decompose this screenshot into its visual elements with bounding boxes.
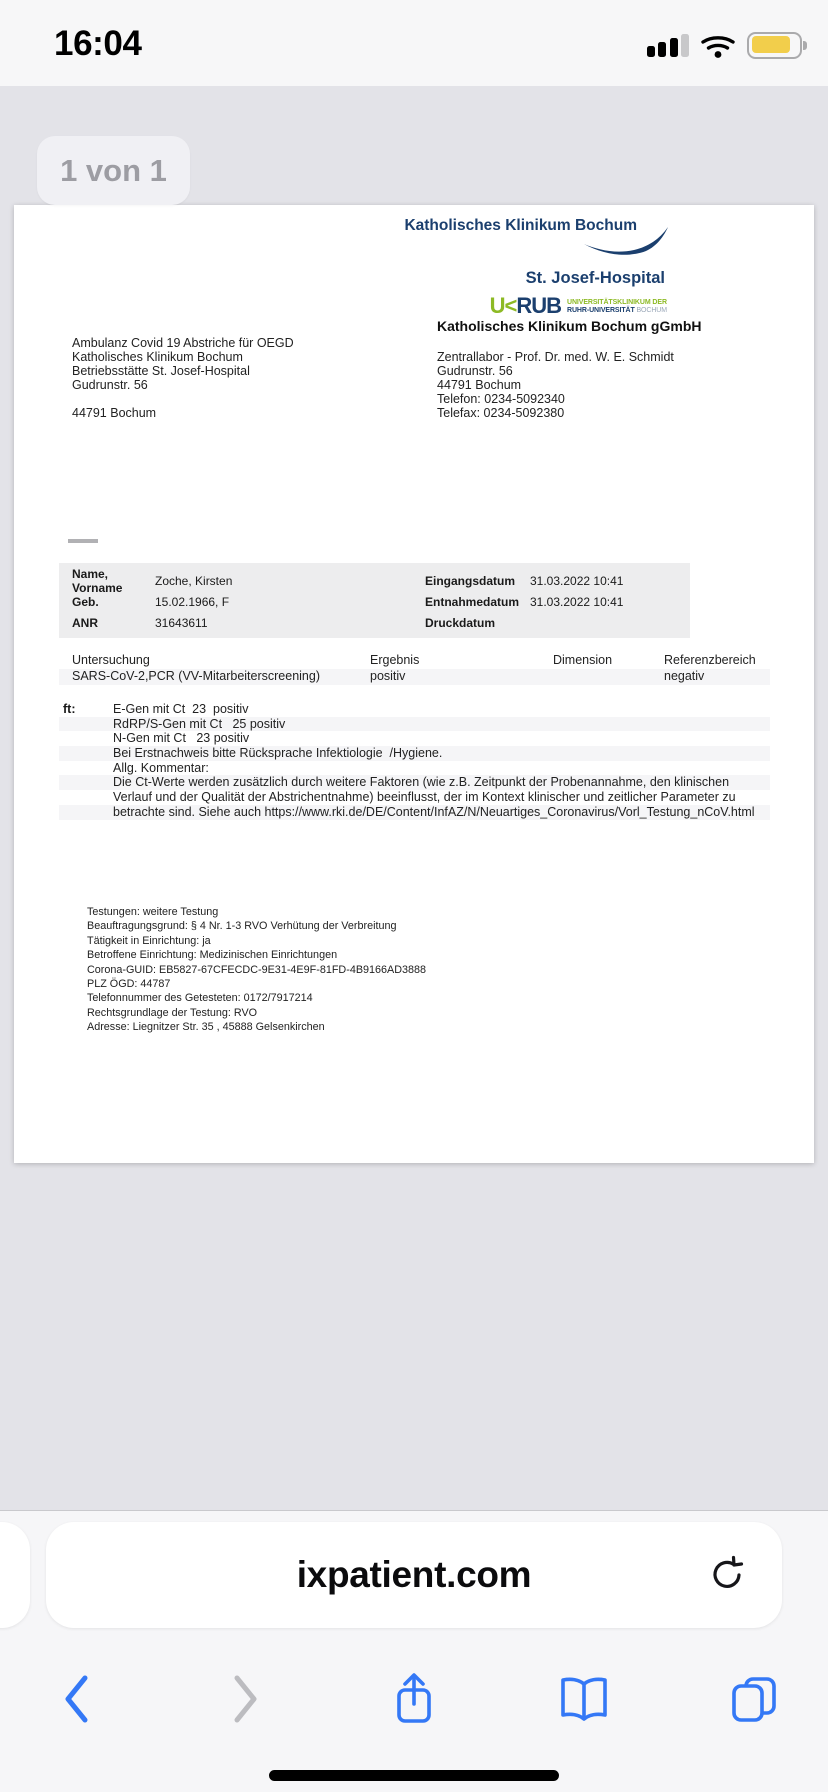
- text-line: E-Gen mit Ct 23 positiv: [113, 702, 249, 716]
- field-label: Geb.: [72, 594, 99, 609]
- bookmarks-button[interactable]: [552, 1667, 616, 1731]
- col-untersuchung: Untersuchung: [72, 653, 150, 667]
- field-label: Eingangsdatum: [425, 573, 516, 588]
- field-value: 31643611: [155, 615, 208, 630]
- organization-name: Katholisches Klinikum Bochum gGmbH: [437, 318, 702, 334]
- text-line: Beauftragungsgrund: § 4 Nr. 1-3 RVO Verhütung der Verbreitung: [87, 920, 397, 933]
- bookmarks-icon: [558, 1673, 610, 1725]
- footnote-lines: [59, 702, 770, 820]
- logo-swoosh-icon: [584, 227, 668, 263]
- battery-icon: [747, 32, 802, 59]
- text-line: Telefonnummer des Getesteten: 0172/7917214: [87, 992, 313, 1005]
- status-bar: [0, 0, 828, 86]
- field-row: [425, 591, 623, 612]
- back-button[interactable]: [44, 1667, 108, 1731]
- field-row: [72, 566, 233, 595]
- safari-bottom-bar: [0, 1510, 828, 1792]
- wifi-icon: [700, 32, 736, 59]
- text-line: PLZ ÖGD: 44787: [87, 978, 171, 991]
- text-line: [72, 392, 294, 406]
- hospital-logo-subtitle: St. Josef-Hospital: [525, 269, 665, 287]
- text-line: N-Gen mit Ct 23 positiv: [113, 731, 250, 746]
- url-text[interactable]: ixpatient.com: [296, 1554, 532, 1595]
- lab-address: [437, 350, 674, 420]
- forward-icon: [231, 1673, 261, 1725]
- text-line: Testungen: weitere Testung: [87, 906, 219, 918]
- text-line: Allg. Kommentar:: [113, 760, 209, 775]
- results-header: [14, 653, 814, 668]
- status-icons: [647, 30, 803, 60]
- clock: 16:04: [54, 24, 142, 63]
- tabs-button[interactable]: [722, 1667, 786, 1731]
- text-line: Zentrallabor - Prof. Dr. med. W. E. Schmidt: [437, 350, 674, 364]
- text-line: Corona-GUID: EB5827-67CFECDC-9E31-4E9F-81FD-4B9166AD3888: [87, 963, 427, 976]
- reload-icon[interactable]: [708, 1555, 748, 1595]
- field-label: ANR: [72, 615, 98, 630]
- safari-toolbar: [0, 1667, 828, 1731]
- text-line: Bei Erstnachweis bitte Rücksprache Infektiologie /Hygiene.: [59, 746, 770, 761]
- patient-info-box: [59, 563, 690, 638]
- footnote-block: [59, 702, 770, 820]
- text-line: Telefon: 0234-5092340: [437, 392, 565, 406]
- text-line: Verlauf und der Qualität der Abstrichentnahme) beeinflusst, der im Kontext klinischer und zeitlicher Parameter zu: [113, 790, 736, 805]
- field-row: [425, 612, 623, 633]
- field-value: 31.03.2022 10:41: [530, 573, 624, 588]
- test-details-block: [87, 905, 426, 1035]
- text-line: Betriebsstätte St. Josef-Hospital: [72, 364, 250, 378]
- back-icon: [61, 1673, 91, 1725]
- field-value: 31.03.2022 10:41: [530, 594, 624, 609]
- text-line: Telefax: 0234-5092380: [437, 406, 565, 420]
- patient-fields-right: [425, 570, 623, 633]
- col-ergebnis: Ergebnis: [370, 653, 420, 667]
- fold-mark: [68, 539, 98, 543]
- home-indicator[interactable]: [269, 1770, 559, 1781]
- col-dimension: Dimension: [553, 653, 613, 667]
- field-row: [72, 612, 232, 633]
- ukrub-caption: UNIVERSITÄTSKLINIKUM DER RUHR-UNIVERSITÄT BOCHUM: [567, 299, 667, 314]
- ukrub-wordmark: U<RUB: [489, 293, 562, 318]
- hospital-logo-name: Katholisches Klinikum Bochum: [404, 217, 637, 234]
- text-line: Tätigkeit in Einrichtung: ja: [87, 934, 211, 947]
- text-line: Betroffene Einrichtung: Medizinischen Einrichtungen: [87, 949, 338, 962]
- document-page: [14, 205, 814, 1163]
- text-line: Ambulanz Covid 19 Abstriche für OEGD: [72, 336, 294, 350]
- result-row: [59, 669, 770, 685]
- text-line: Gudrunstr. 56: [437, 364, 513, 378]
- field-row: [425, 570, 623, 591]
- text-line: Katholisches Klinikum Bochum: [72, 350, 243, 364]
- field-label: Entnahmedatum: [425, 594, 520, 609]
- tabs-icon: [728, 1673, 780, 1725]
- sender-address: [72, 336, 294, 420]
- text-line: 44791 Bochum: [437, 378, 522, 392]
- pdf-viewer[interactable]: [0, 86, 828, 1510]
- footnote-prefix: ft:: [63, 702, 76, 716]
- result-reference: negativ: [664, 669, 705, 683]
- result-test: SARS-CoV-2,PCR (VV-Mitarbeiterscreening): [72, 669, 320, 683]
- field-row: [72, 591, 232, 612]
- field-label: Druckdatum: [425, 615, 496, 630]
- col-referenzbereich: Referenzbereich: [664, 653, 756, 667]
- text-line: Rechtsgrundlage der Testung: RVO: [87, 1006, 258, 1019]
- field-value: 15.02.1966, F: [155, 594, 230, 609]
- patient-fields-left: [72, 566, 233, 633]
- field-label: Name, Vorname: [72, 566, 123, 595]
- text-line: Gudrunstr. 56: [72, 378, 148, 392]
- result-value: positiv: [370, 669, 406, 683]
- text-line: Die Ct-Werte werden zusätzlich durch weitere Faktoren (wie z.B. Zeitpunkt der Probenannahme, den klinischen: [59, 775, 770, 790]
- text-line: Adresse: Liegnitzer Str. 35 , 45888 Gelsenkirchen: [87, 1021, 325, 1034]
- forward-button[interactable]: [214, 1667, 278, 1731]
- text-line: betrachte sind. Siehe auch https://www.rki.de/DE/Content/InfAZ/N/Neuartiges_Coronavirus/Vorl_Testung_nCoV.html: [59, 805, 770, 820]
- share-button[interactable]: [382, 1667, 446, 1731]
- cellular-signal-icon: [647, 33, 690, 57]
- address-bar[interactable]: [46, 1522, 782, 1628]
- share-icon: [391, 1671, 437, 1727]
- text-line: 44791 Bochum: [72, 406, 157, 420]
- field-value: Zoche, Kirsten: [155, 573, 233, 588]
- ukrub-logo: [490, 293, 667, 319]
- page-indicator: 1 von 1: [37, 136, 190, 205]
- text-line: RdRP/S-Gen mit Ct 25 positiv: [59, 717, 770, 732]
- previous-tab-peek[interactable]: [0, 1522, 30, 1628]
